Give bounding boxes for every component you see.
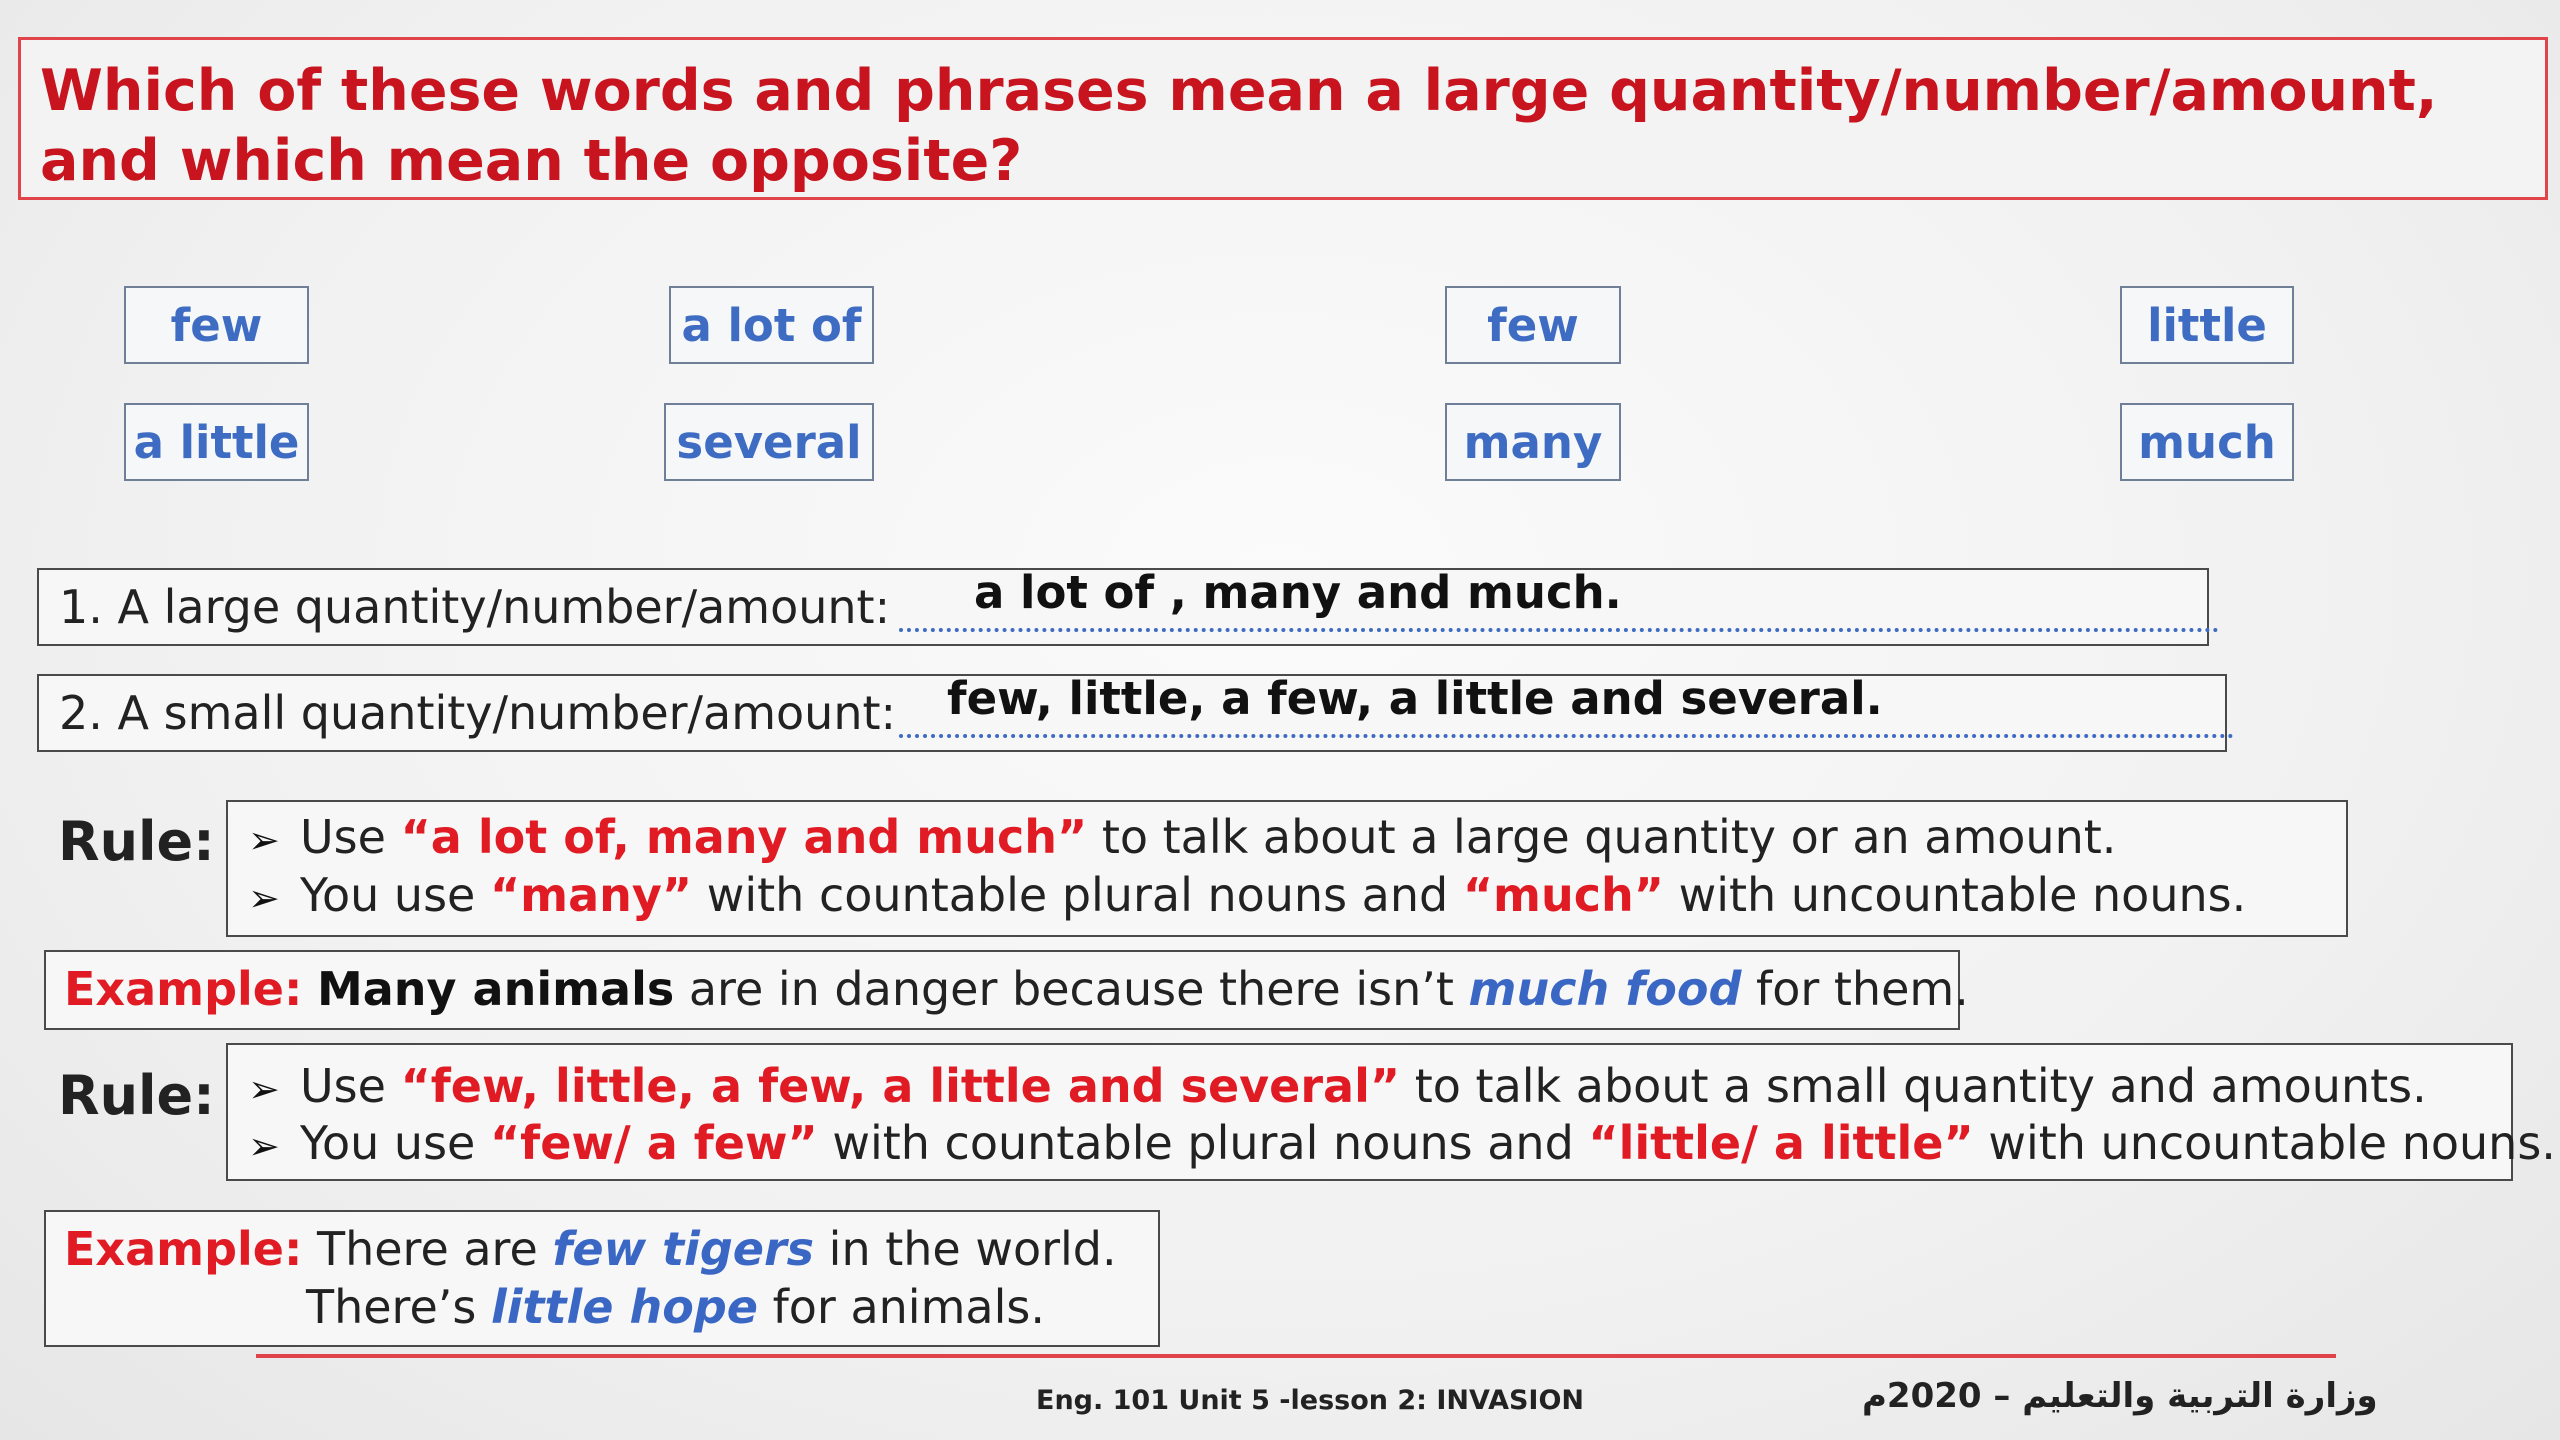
arrow-bullet-icon: ➢	[248, 876, 280, 920]
arrow-bullet-icon: ➢	[248, 818, 280, 862]
rule-text: to talk about a large quantity or an amount.	[1087, 810, 2117, 864]
answer-small-box	[37, 674, 2227, 752]
word-box: many	[1445, 403, 1621, 481]
word-box: several	[664, 403, 874, 481]
example-box	[44, 950, 1969, 1030]
rule-highlight: “little/ a little”	[1588, 1116, 1974, 1170]
rule-highlight: “many”	[489, 868, 693, 922]
page-title: Which of these words and phrases mean a large quantity/number/amount, and which mean the opposite?	[40, 58, 2438, 194]
rule-bullet	[248, 1116, 2556, 1170]
example-label: Example:	[64, 1222, 303, 1276]
rule-text: with countable plural nouns and	[817, 1116, 1589, 1170]
word-box: much	[2120, 403, 2294, 481]
rule-bullet	[248, 868, 2246, 922]
example-italic: few tigers	[552, 1222, 815, 1276]
example-line	[64, 962, 1969, 1016]
example-text: for animals.	[757, 1280, 1045, 1334]
rule-label: Rule:	[58, 810, 215, 873]
rule-label: Rule:	[58, 1064, 215, 1127]
rule-text: to talk about a small quantity and amounts.	[1400, 1059, 2427, 1113]
answer-small-label: 2. A small quantity/number/amount:	[59, 686, 897, 740]
rule-highlight: “a lot of, many and much”	[400, 810, 1088, 864]
example-box	[44, 1210, 1160, 1347]
example-text: for them.	[1741, 962, 1969, 1016]
rule-text: You use	[300, 868, 490, 922]
word-box: a little	[124, 403, 309, 481]
word-box: little	[2120, 286, 2294, 364]
rule-text: Use	[300, 1059, 401, 1113]
rule-text: with countable plural nouns and	[692, 868, 1463, 922]
arrow-bullet-icon: ➢	[248, 1067, 280, 1111]
rule-text: with uncountable nouns.	[1973, 1116, 2556, 1170]
title-box	[18, 37, 2548, 200]
word-box: few	[124, 286, 309, 364]
answer-large-label: 1. A large quantity/number/amount:	[59, 580, 891, 634]
footer-divider	[256, 1354, 2336, 1358]
example-text: There are	[316, 1222, 553, 1276]
dotted-line	[899, 734, 2234, 738]
rule-highlight: “few/ a few”	[489, 1116, 818, 1170]
rule-box	[226, 1043, 2556, 1181]
rule-highlight: “much”	[1462, 868, 1664, 922]
example-text: are in danger because there isn’t	[674, 962, 1469, 1016]
rule-bullet	[248, 1059, 2427, 1113]
example-italic: much food	[1468, 962, 1742, 1016]
rule-text: Use	[300, 810, 401, 864]
example-text: in the world.	[814, 1222, 1117, 1276]
arrow-bullet-icon: ➢	[248, 1124, 280, 1168]
footer-ministry: وزارة التربية والتعليم – 2020م	[1862, 1376, 2378, 1416]
example-label: Example:	[64, 962, 303, 1016]
rule-bullet	[248, 810, 2116, 864]
footer-course: Eng. 101 Unit 5 -lesson 2: INVASION	[1036, 1385, 1585, 1416]
example-italic: little hope	[490, 1280, 758, 1334]
rule-box	[226, 800, 2348, 937]
rule-text: You use	[300, 1116, 490, 1170]
word-box: a lot of	[669, 286, 874, 364]
answer-large-text: a lot of , many and much.	[974, 566, 1622, 619]
rule-text: with uncountable nouns.	[1664, 868, 2247, 922]
answer-large-box	[37, 568, 2209, 646]
word-box: few	[1445, 286, 1621, 364]
example-line	[306, 1280, 1045, 1334]
rule-highlight: “few, little, a few, a little and several”	[400, 1059, 1401, 1113]
example-text: There’s	[306, 1280, 491, 1334]
answer-small-text: few, little, a few, a little and several.	[947, 672, 1883, 725]
example-line	[64, 1222, 1117, 1276]
dotted-line	[899, 628, 2219, 632]
example-bold: Many animals	[316, 962, 675, 1016]
